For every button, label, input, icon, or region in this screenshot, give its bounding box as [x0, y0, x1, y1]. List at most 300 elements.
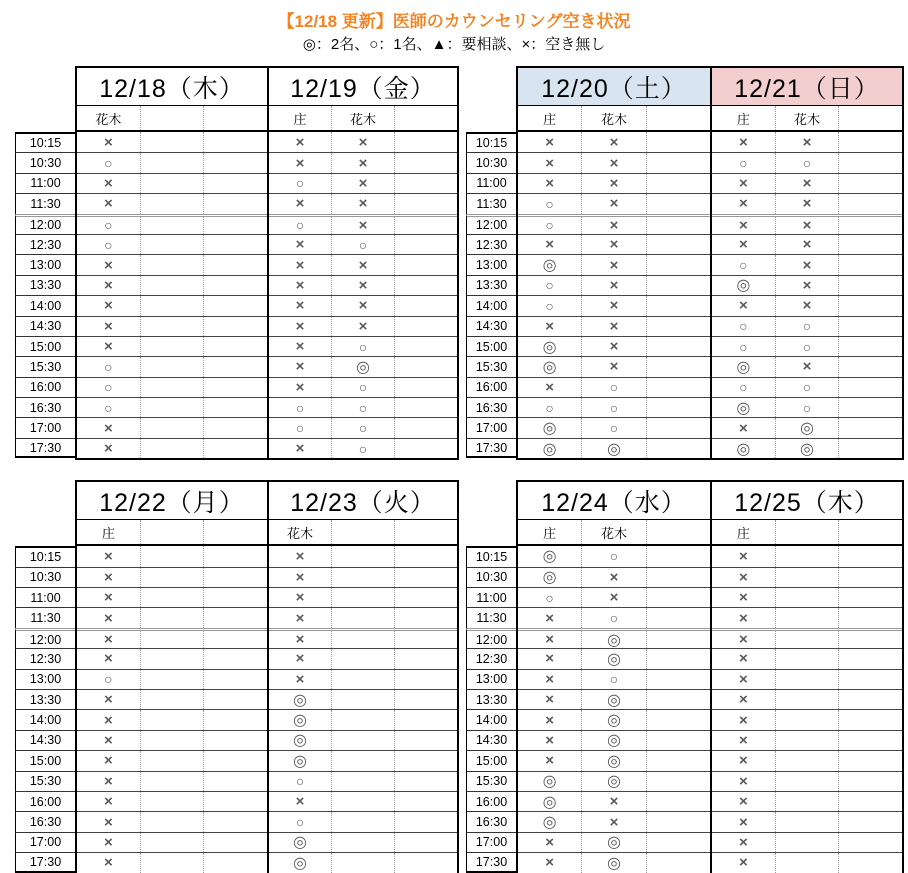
availability-cell: × — [738, 297, 748, 315]
availability-cell — [140, 276, 204, 295]
availability-cell: ◎ — [293, 854, 307, 872]
availability-cell — [140, 217, 204, 234]
time-label: 16:30 — [466, 397, 516, 417]
table-row — [77, 730, 267, 750]
availability-cell — [775, 710, 839, 729]
availability-cell — [646, 792, 710, 811]
table-row — [712, 832, 902, 852]
time-label: 14:00 — [466, 709, 516, 729]
availability-cell: × — [331, 174, 394, 193]
date-table — [267, 68, 457, 458]
availability-cell — [203, 690, 267, 709]
availability-cell — [775, 731, 839, 750]
table-row — [269, 377, 457, 397]
availability-cell: × — [738, 216, 748, 234]
availability-cell — [838, 690, 902, 709]
time-column — [459, 480, 516, 873]
availability-cell: × — [581, 276, 645, 295]
availability-cell — [838, 296, 902, 315]
time-label: 17:00 — [15, 832, 75, 852]
table-row — [269, 234, 457, 254]
table-row — [518, 173, 710, 193]
availability-cell — [203, 398, 267, 417]
availability-cell — [203, 751, 267, 770]
availability-cell — [140, 153, 204, 172]
availability-cell: × — [103, 256, 113, 274]
availability-cell — [140, 418, 204, 437]
availability-cell — [203, 833, 267, 852]
time-column-spacer — [466, 66, 516, 132]
availability-cell: ◎ — [581, 731, 645, 750]
availability-cell — [203, 812, 267, 831]
table-row — [518, 254, 710, 274]
time-label: 12:00 — [466, 628, 516, 648]
availability-cell: ◎ — [542, 569, 557, 587]
availability-cell — [838, 418, 902, 437]
time-label: 10:30 — [466, 567, 516, 587]
time-label: 13:00 — [15, 669, 75, 689]
table-row — [269, 587, 457, 607]
table-row — [77, 689, 267, 709]
table-row — [712, 336, 902, 356]
availability-cell: × — [103, 419, 113, 437]
doctor-row — [269, 520, 457, 546]
date-header: 12/18（木） — [77, 68, 267, 106]
time-label: 15:00 — [466, 750, 516, 770]
availability-cell: × — [581, 235, 645, 254]
table-row — [518, 234, 710, 254]
availability-cell: ○ — [331, 418, 394, 437]
availability-cell: ◎ — [581, 649, 645, 668]
table-row — [712, 730, 902, 750]
table-row — [518, 607, 710, 627]
availability-cell — [331, 649, 394, 668]
time-label: 16:00 — [466, 377, 516, 397]
availability-cell: ◎ — [775, 439, 839, 458]
availability-cell: ○ — [295, 175, 305, 192]
availability-cell: × — [331, 317, 394, 336]
availability-cell — [838, 608, 902, 627]
availability-cell — [203, 772, 267, 791]
doctor-name — [394, 106, 457, 130]
table-row — [77, 771, 267, 791]
availability-cell: × — [331, 255, 394, 274]
availability-cell: × — [775, 276, 839, 295]
availability-cell: ○ — [775, 398, 839, 417]
availability-cell: ◎ — [542, 338, 557, 356]
time-column-spacer — [466, 480, 516, 546]
time-label: 15:30 — [466, 356, 516, 376]
doctor-name — [646, 106, 710, 130]
availability-cell: × — [545, 670, 555, 688]
availability-cell — [140, 670, 204, 689]
doctor-name — [140, 106, 204, 130]
availability-cell — [838, 153, 902, 172]
availability-cell — [646, 296, 710, 315]
availability-cell: ◎ — [293, 712, 307, 730]
availability-cell — [646, 418, 710, 437]
availability-cell — [775, 853, 839, 872]
doctor-name: 花木 — [286, 525, 313, 541]
availability-cell — [646, 833, 710, 852]
availability-cell: × — [545, 174, 555, 192]
availability-cell: × — [295, 568, 305, 586]
doctor-row — [518, 520, 710, 546]
availability-cell — [646, 568, 710, 587]
availability-cell: × — [103, 752, 113, 770]
doctor-name: 庄 — [736, 111, 750, 127]
availability-cell: ○ — [104, 217, 113, 234]
availability-cell: × — [103, 276, 113, 294]
table-row — [77, 648, 267, 668]
availability-cell: × — [581, 317, 645, 336]
doctor-name: 庄 — [101, 525, 115, 541]
availability-cell — [331, 792, 394, 811]
availability-cell: × — [545, 650, 555, 668]
availability-cell — [775, 649, 839, 668]
availability-cell — [838, 255, 902, 274]
table-row — [518, 397, 710, 417]
table-row — [712, 173, 902, 193]
date-header: 12/21（日） — [712, 68, 902, 106]
availability-cell: ○ — [775, 337, 839, 356]
availability-cell — [394, 132, 457, 152]
doctor-row — [712, 106, 902, 132]
availability-cell: ○ — [104, 358, 113, 375]
time-label: 13:00 — [466, 669, 516, 689]
availability-cell — [646, 670, 710, 689]
table-row — [518, 438, 710, 458]
availability-cell — [203, 792, 267, 811]
date-header: 12/25（木） — [712, 482, 902, 520]
availability-cell: × — [103, 833, 113, 851]
availability-cell — [838, 357, 902, 376]
table-row — [269, 132, 457, 152]
availability-cell — [140, 792, 204, 811]
availability-cell — [394, 439, 457, 458]
table-row — [518, 193, 710, 213]
table-row — [518, 730, 710, 750]
availability-cell — [140, 398, 204, 417]
date-tables — [516, 480, 904, 873]
availability-cell — [646, 588, 710, 607]
availability-cell — [775, 833, 839, 852]
availability-cell — [203, 649, 267, 668]
availability-cell: × — [295, 133, 305, 151]
availability-cell: × — [295, 589, 305, 607]
availability-cell: ○ — [545, 399, 554, 416]
availability-cell: ◎ — [775, 418, 839, 437]
availability-cell — [331, 546, 394, 566]
availability-cell: ○ — [775, 317, 839, 336]
availability-cell: ○ — [581, 670, 645, 689]
table-row — [77, 193, 267, 213]
availability-cell: × — [295, 378, 305, 396]
availability-cell — [838, 772, 902, 791]
availability-cell: × — [738, 833, 748, 851]
table-row — [269, 811, 457, 831]
time-label: 14:00 — [15, 295, 75, 315]
availability-cell — [140, 317, 204, 336]
availability-cell: × — [738, 711, 748, 729]
table-row — [77, 173, 267, 193]
availability-cell — [646, 378, 710, 397]
date-tables — [516, 66, 904, 460]
availability-cell — [394, 588, 457, 607]
availability-cell — [140, 568, 204, 587]
availability-cell: ◎ — [542, 257, 557, 275]
availability-cell — [140, 132, 204, 152]
table-row — [518, 214, 710, 234]
availability-cell — [394, 710, 457, 729]
availability-cell — [394, 631, 457, 648]
time-label: 11:00 — [466, 587, 516, 607]
date-header: 12/20（土） — [518, 68, 710, 106]
availability-cell — [394, 255, 457, 274]
availability-cell — [646, 772, 710, 791]
availability-cell — [203, 588, 267, 607]
availability-cell: ○ — [295, 814, 305, 831]
time-label: 13:30 — [15, 689, 75, 709]
availability-cell: × — [738, 547, 748, 565]
table-row — [518, 377, 710, 397]
availability-cell: ○ — [104, 379, 113, 396]
availability-cell: × — [295, 236, 305, 254]
availability-cell — [203, 710, 267, 729]
table-row — [77, 567, 267, 587]
availability-cell: ◎ — [581, 853, 645, 872]
time-label: 11:00 — [466, 173, 516, 193]
availability-cell: ◎ — [581, 631, 645, 648]
availability-cell — [838, 670, 902, 689]
availability-cell — [331, 772, 394, 791]
availability-cell — [140, 631, 204, 648]
table-row — [518, 791, 710, 811]
doctor-row — [77, 520, 267, 546]
availability-cell: × — [738, 174, 748, 192]
availability-cell: × — [738, 813, 748, 831]
availability-cell: ◎ — [293, 834, 307, 852]
time-label: 12:30 — [466, 648, 516, 668]
availability-cell: × — [775, 255, 839, 274]
table-row — [518, 152, 710, 172]
time-label: 10:15 — [466, 546, 516, 566]
availability-cell — [394, 812, 457, 831]
availability-cell: ○ — [295, 773, 305, 790]
table-row — [77, 811, 267, 831]
availability-cell: × — [331, 217, 394, 234]
availability-cell: ○ — [104, 236, 113, 253]
availability-cell: ◎ — [542, 359, 557, 376]
availability-cell — [140, 235, 204, 254]
availability-cell: × — [581, 568, 645, 587]
availability-cell: × — [545, 133, 555, 151]
doctor-name: 花木 — [95, 111, 122, 127]
availability-cell: × — [103, 609, 113, 627]
schedule-blocks — [15, 66, 908, 873]
doctor-name — [646, 520, 710, 544]
availability-cell: × — [545, 236, 555, 254]
availability-cell — [838, 812, 902, 831]
doctor-name — [394, 520, 457, 544]
availability-cell — [775, 792, 839, 811]
availability-cell — [140, 588, 204, 607]
availability-cell: × — [103, 631, 113, 648]
availability-cell — [394, 418, 457, 437]
availability-cell — [140, 357, 204, 376]
availability-cell — [838, 378, 902, 397]
availability-cell: ◎ — [293, 752, 307, 770]
availability-cell: × — [295, 670, 305, 688]
time-label: 11:00 — [15, 173, 75, 193]
table-row — [712, 377, 902, 397]
availability-cell — [838, 631, 902, 648]
table-row — [77, 336, 267, 356]
availability-cell — [646, 398, 710, 417]
availability-cell — [838, 853, 902, 872]
table-row — [712, 214, 902, 234]
availability-cell: × — [545, 378, 555, 396]
availability-cell: ◎ — [293, 691, 307, 709]
availability-cell: ◎ — [736, 399, 751, 417]
availability-cell: × — [295, 440, 305, 458]
table-row — [269, 438, 457, 458]
table-row — [77, 709, 267, 729]
date-header: 12/22（月） — [77, 482, 267, 520]
availability-cell — [394, 296, 457, 315]
availability-cell: × — [738, 650, 748, 668]
schedule-block — [15, 66, 908, 460]
availability-cell: ○ — [104, 671, 113, 688]
availability-cell: × — [295, 154, 305, 172]
availability-cell: × — [295, 276, 305, 294]
availability-cell — [203, 378, 267, 397]
availability-cell: × — [775, 296, 839, 315]
availability-cell — [203, 255, 267, 274]
availability-cell: × — [295, 793, 305, 811]
availability-cell — [838, 174, 902, 193]
availability-cell — [775, 690, 839, 709]
availability-cell: ◎ — [581, 772, 645, 791]
availability-cell — [394, 153, 457, 172]
date-table — [518, 482, 710, 872]
date-tables — [75, 480, 459, 873]
table-row — [712, 397, 902, 417]
availability-cell: ◎ — [581, 710, 645, 729]
time-label: 12:00 — [15, 628, 75, 648]
availability-cell — [140, 649, 204, 668]
availability-cell — [646, 174, 710, 193]
availability-cell: × — [103, 133, 113, 151]
availability-cell — [140, 731, 204, 750]
availability-cell — [646, 255, 710, 274]
availability-cell: × — [738, 854, 748, 872]
availability-cell: × — [103, 793, 113, 811]
availability-cell — [140, 710, 204, 729]
availability-cell — [775, 670, 839, 689]
time-label: 15:30 — [15, 771, 75, 791]
table-row — [269, 316, 457, 336]
availability-cell: ◎ — [542, 440, 557, 458]
table-row — [712, 689, 902, 709]
table-row — [269, 275, 457, 295]
availability-cell: × — [738, 793, 748, 811]
availability-cell: × — [103, 568, 113, 586]
table-row — [77, 852, 267, 872]
legend: ◎：2名、○：1名、▲：要相談、×：空き無し — [302, 36, 606, 53]
table-row — [518, 669, 710, 689]
table-row — [77, 397, 267, 417]
table-row — [77, 832, 267, 852]
availability-cell — [838, 194, 902, 213]
date-tables — [75, 66, 459, 460]
availability-cell: × — [738, 133, 748, 151]
availability-cell: × — [295, 317, 305, 335]
table-row — [77, 152, 267, 172]
time-label: 16:30 — [466, 811, 516, 831]
availability-cell: × — [581, 174, 645, 193]
availability-cell: × — [775, 174, 839, 193]
availability-cell — [775, 546, 839, 566]
schedule-group — [459, 480, 904, 873]
availability-cell: ◎ — [736, 359, 751, 376]
availability-cell — [394, 772, 457, 791]
availability-cell — [394, 853, 457, 872]
availability-cell: × — [581, 792, 645, 811]
availability-cell — [646, 546, 710, 566]
time-label: 17:00 — [15, 417, 75, 437]
availability-cell — [394, 337, 457, 356]
availability-cell — [838, 217, 902, 234]
availability-cell — [394, 398, 457, 417]
table-row — [712, 852, 902, 872]
time-label: 14:30 — [15, 730, 75, 750]
time-label: 13:30 — [466, 689, 516, 709]
availability-cell: ○ — [581, 418, 645, 437]
availability-cell: ○ — [581, 608, 645, 627]
table-row — [518, 316, 710, 336]
availability-cell: × — [775, 357, 839, 376]
availability-cell — [203, 853, 267, 872]
time-column — [15, 66, 75, 460]
availability-cell: × — [331, 132, 394, 152]
time-label: 10:30 — [15, 567, 75, 587]
availability-cell: ○ — [545, 195, 554, 212]
availability-cell: × — [545, 731, 555, 749]
time-label: 15:00 — [15, 750, 75, 770]
table-row — [518, 275, 710, 295]
time-label: 12:00 — [466, 214, 516, 234]
availability-cell: × — [775, 132, 839, 152]
availability-cell: ○ — [739, 379, 748, 396]
table-row — [269, 214, 457, 234]
availability-cell — [646, 132, 710, 152]
table-row — [77, 417, 267, 437]
availability-cell — [140, 772, 204, 791]
availability-cell: × — [545, 711, 555, 729]
availability-cell — [140, 296, 204, 315]
availability-cell: ○ — [331, 378, 394, 397]
table-row — [269, 791, 457, 811]
doctor-name: 花木 — [775, 106, 839, 130]
availability-cell: × — [103, 174, 113, 192]
availability-cell: ◎ — [581, 751, 645, 770]
availability-cell: ◎ — [293, 732, 307, 750]
table-row — [518, 336, 710, 356]
availability-cell — [838, 132, 902, 152]
table-row — [712, 648, 902, 668]
availability-cell — [394, 670, 457, 689]
